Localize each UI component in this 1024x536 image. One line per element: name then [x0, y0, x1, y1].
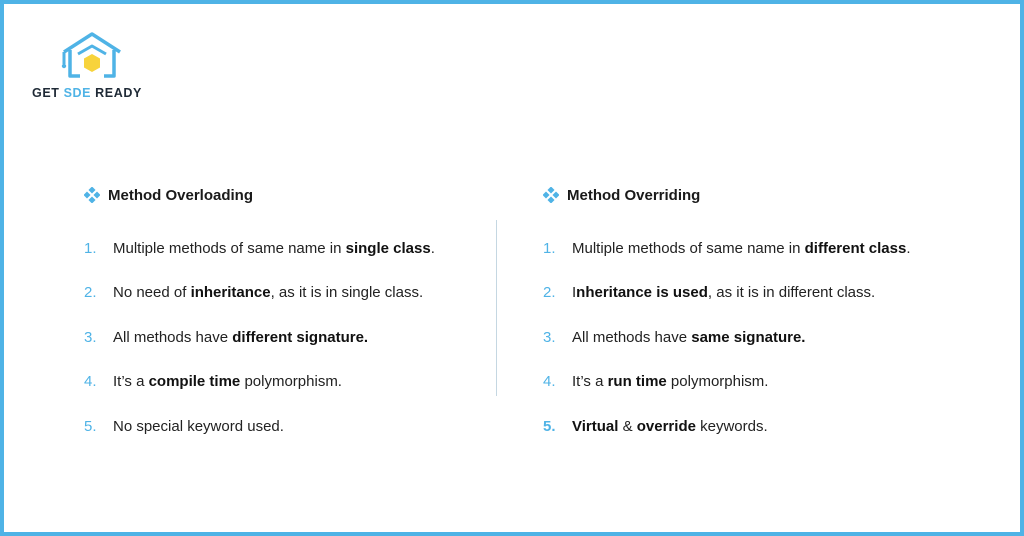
item-text	[572, 240, 911, 257]
item-text	[113, 329, 368, 346]
item-number: 5.	[84, 417, 97, 435]
brand-name: GET SDE READY	[32, 86, 142, 100]
item-number: 4.	[543, 373, 556, 391]
item-text-bold: same signature.	[691, 328, 806, 346]
item-text-segment: .	[906, 239, 911, 257]
item-text-segment: , as it is in single class.	[270, 284, 424, 302]
item-text-segment: All methods have	[113, 328, 233, 346]
item-text-segment: polymorphism.	[666, 373, 769, 391]
overriding-column	[543, 182, 983, 449]
item-text-segment: Multiple methods of same name in	[113, 239, 346, 257]
item-text-segment: keywords.	[695, 417, 768, 435]
item-text	[113, 418, 284, 435]
item-text-segment: No need of	[113, 284, 191, 302]
list-item	[543, 226, 983, 271]
list-item	[84, 271, 524, 316]
item-text-segment: &	[618, 417, 637, 435]
list-item	[543, 360, 983, 405]
list-item	[84, 226, 524, 271]
item-number: 2.	[543, 284, 556, 302]
item-text-bold: inheritance	[190, 284, 271, 302]
brand-logo	[32, 26, 162, 106]
list-item	[543, 271, 983, 316]
item-text-bold: Virtual	[572, 417, 619, 435]
item-number: 2.	[84, 284, 97, 302]
item-text	[572, 418, 768, 435]
overloading-heading	[84, 182, 524, 208]
item-text-bold: nheritance is used	[576, 284, 708, 302]
item-text-bold: different class	[804, 239, 907, 257]
overloading-title: Method Overloading	[108, 186, 254, 204]
item-text-bold: override	[636, 417, 696, 435]
item-text-segment: No special keyword used.	[113, 417, 284, 435]
item-text-segment: polymorphism.	[240, 373, 342, 391]
item-number: 1.	[543, 239, 556, 257]
item-text-segment: It’s a	[572, 373, 608, 391]
diamond-bullet-icon	[84, 187, 100, 203]
item-text-segment: Multiple methods of same name in	[572, 239, 805, 257]
item-text-bold: run time	[607, 373, 667, 391]
item-text	[113, 240, 435, 257]
item-text-bold: single class	[345, 239, 431, 257]
overriding-heading	[543, 182, 983, 208]
item-text-segment: It’s a	[113, 373, 149, 391]
item-text-bold: different signature.	[232, 328, 369, 346]
item-text	[572, 329, 805, 346]
overloading-column	[84, 182, 524, 449]
item-text-segment: , as it is in different class.	[707, 284, 876, 302]
column-divider	[496, 220, 497, 396]
overriding-title: Method Overriding	[567, 186, 701, 204]
item-text	[572, 284, 875, 301]
list-item	[84, 360, 524, 405]
graduation-house-icon	[56, 28, 128, 84]
item-text-bold: compile time	[148, 373, 241, 391]
item-text	[113, 373, 342, 390]
item-text	[572, 373, 768, 390]
item-text-segment: I	[572, 284, 577, 302]
item-text	[113, 284, 423, 301]
item-number: 3.	[84, 328, 97, 346]
item-number: 5.	[543, 417, 556, 435]
overloading-list	[84, 226, 524, 449]
list-item	[84, 404, 524, 449]
item-text-segment: .	[430, 239, 435, 257]
list-item	[84, 315, 524, 360]
list-item	[543, 404, 983, 449]
overriding-list	[543, 226, 983, 449]
item-number: 1.	[84, 239, 97, 257]
list-item	[543, 315, 983, 360]
diamond-bullet-icon	[543, 187, 559, 203]
item-number: 3.	[543, 328, 556, 346]
item-text-segment: All methods have	[572, 328, 692, 346]
item-number: 4.	[84, 373, 97, 391]
